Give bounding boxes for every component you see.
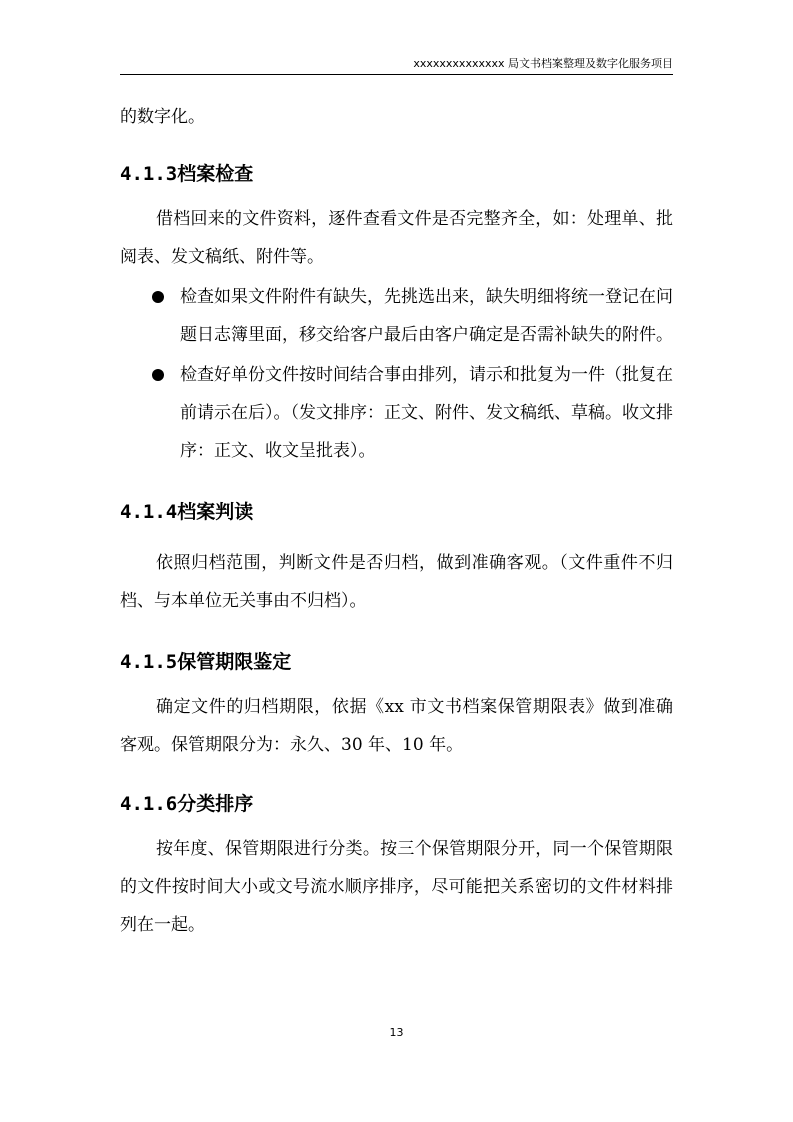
- section-title: 保管期限鉴定: [177, 651, 292, 673]
- section-title: 档案判读: [177, 501, 254, 523]
- section-heading: [120, 498, 673, 526]
- section-paragraph: 按年度、保管期限进行分类。按三个保管期限分开，同一个保管期限的文件按时间大小或文号流水顺序排序，尽可能把关系密切的文件材料排列在一起。: [120, 839, 673, 935]
- section-title: 档案检查: [177, 163, 254, 185]
- bullet-item: [120, 356, 673, 470]
- header-title: xxxxxxxxxxxxxx 局文书档案整理及数字化服务项目: [413, 57, 673, 70]
- section-heading: [120, 648, 673, 676]
- bullet-icon: [152, 291, 164, 303]
- intro-paragraph: 的数字化。: [120, 107, 205, 127]
- bullet-text: 检查好单份文件按时间结合事由排列，请示和批复为一件（批复在前请示在后）。（发文排序：正文、附件、发文稿纸、草稿。收文排序：正文、收文呈批表）。: [180, 365, 673, 461]
- section-heading: [120, 160, 673, 188]
- bullet-text: 检查如果文件附件有缺失，先挑选出来，缺失明细将统一登记在问题日志簿里面，移交给客户最后由客户确定是否需补缺失的附件。: [180, 287, 673, 345]
- page-header: [120, 56, 673, 75]
- bullet-icon: [152, 369, 164, 381]
- page-number: 13: [389, 1026, 404, 1039]
- section-number: 4.1.6: [120, 793, 178, 815]
- section-paragraph: 确定文件的归档期限，依据《xx 市文书档案保管期限表》做到准确客观。保管期限分为：永久、30 年、10 年。: [120, 697, 673, 755]
- section-4-1-5: [120, 648, 673, 764]
- document-body: [120, 96, 673, 944]
- section-4-1-4: [120, 498, 673, 620]
- section-paragraph: 借档回来的文件资料，逐件查看文件是否完整齐全，如：处理单、批阅表、发文稿纸、附件等。: [120, 209, 673, 267]
- section-number: 4.1.5: [120, 651, 178, 673]
- section-heading: [120, 790, 673, 818]
- section-number: 4.1.3: [120, 163, 178, 185]
- section-title: 分类排序: [177, 793, 254, 815]
- section-4-1-6: [120, 790, 673, 944]
- section-number: 4.1.4: [120, 501, 178, 523]
- section-4-1-3: [120, 160, 673, 470]
- page-footer: [0, 1026, 793, 1039]
- section-paragraph: 依照归档范围，判断文件是否归档，做到准确客观。（文件重件不归档、与本单位无关事由不归档）。: [120, 553, 673, 611]
- bullet-item: [120, 278, 673, 354]
- bullet-list: [120, 278, 673, 470]
